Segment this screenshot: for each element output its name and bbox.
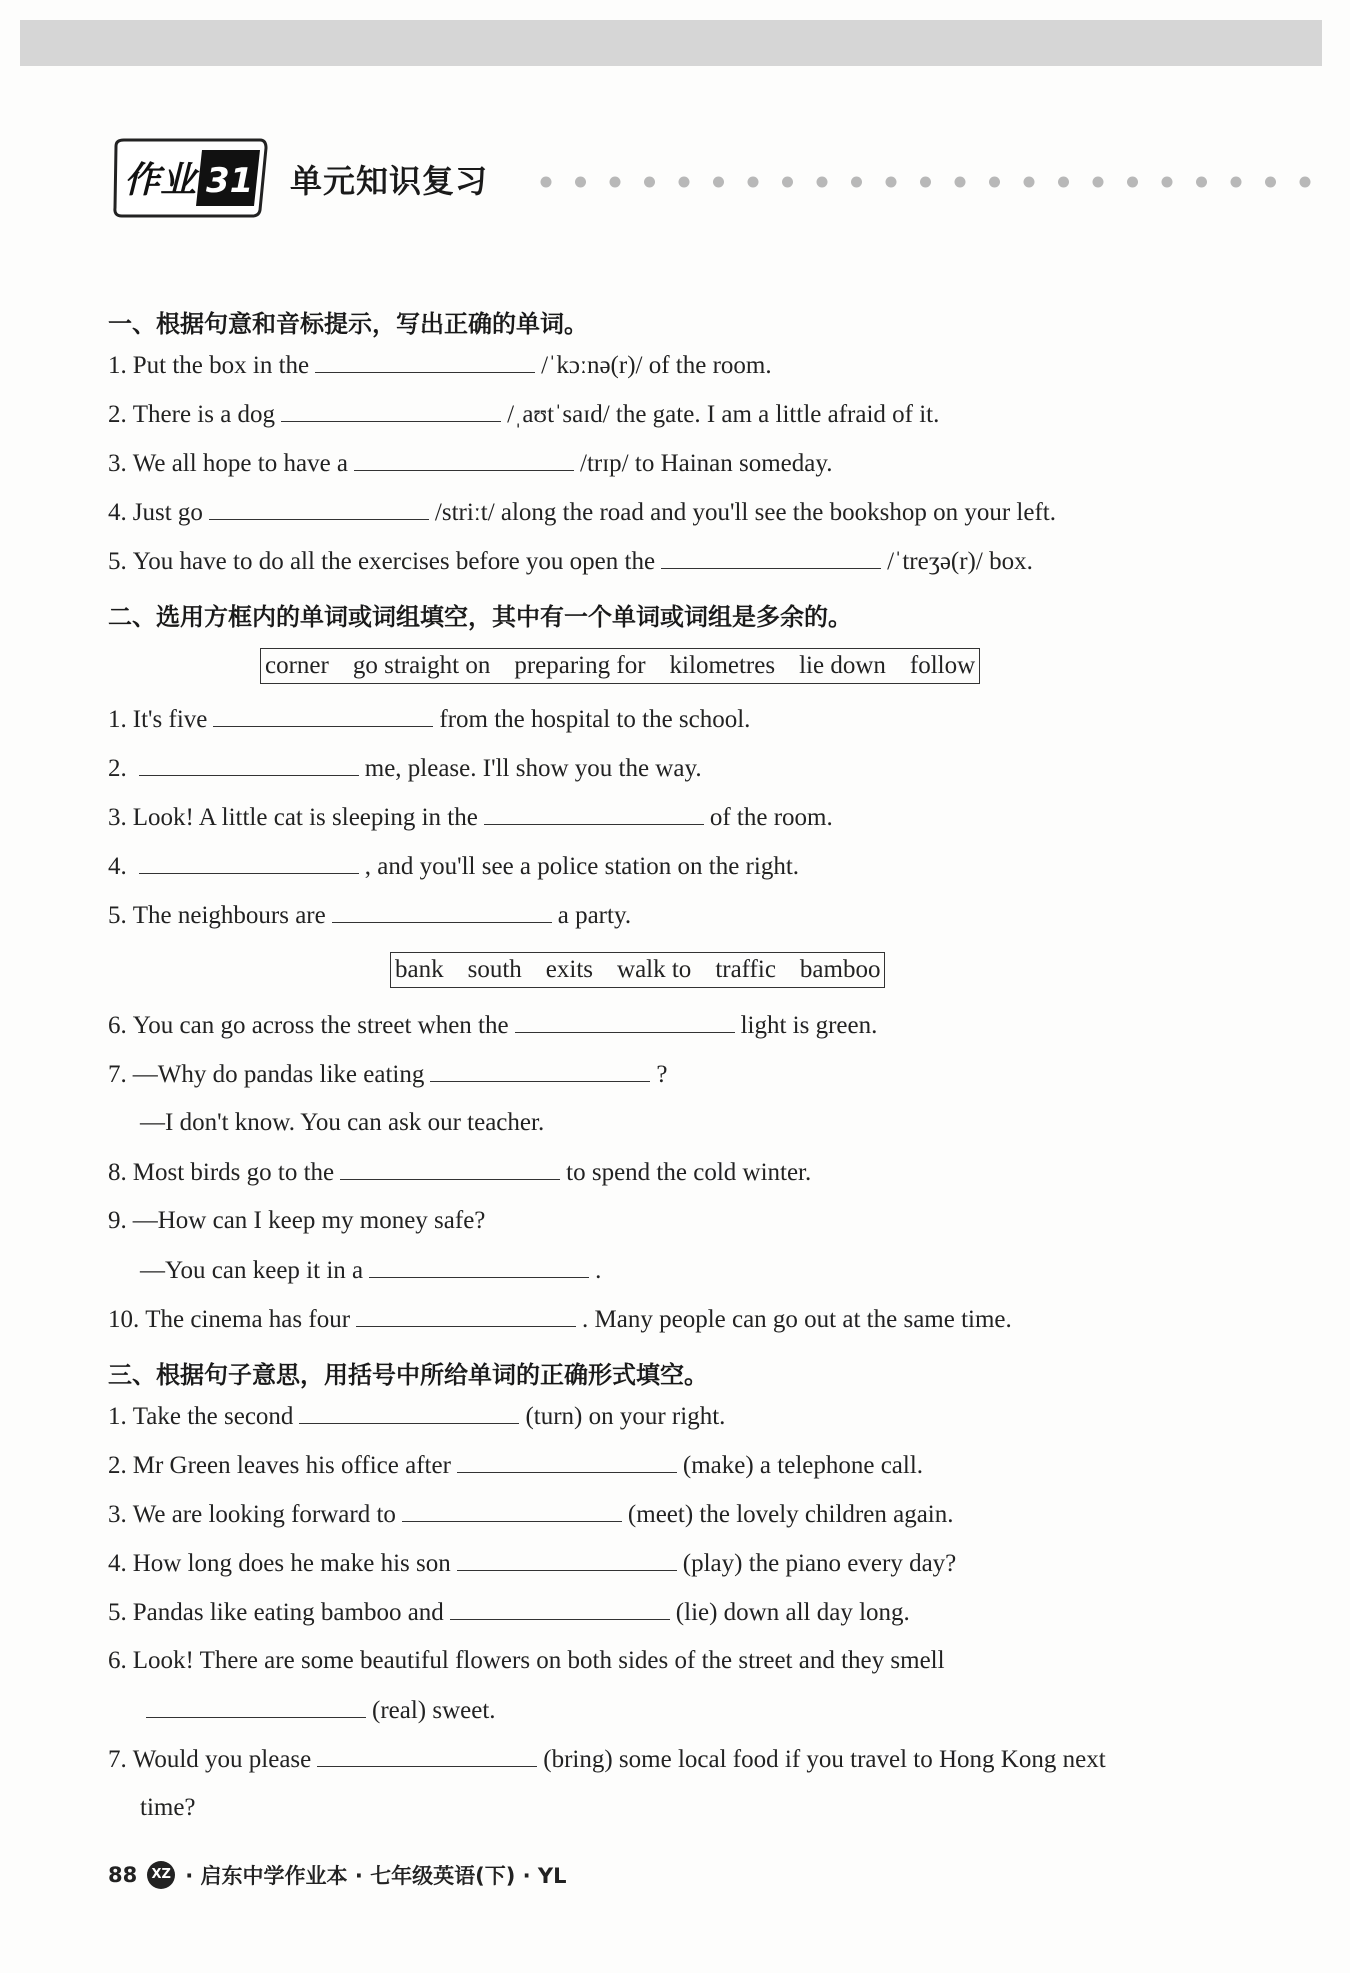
exercise-item bbox=[108, 1401, 725, 1432]
title-dot-rule bbox=[540, 176, 1330, 188]
exercise-item bbox=[108, 851, 799, 882]
item-number: 2. bbox=[108, 401, 127, 428]
rule-dot bbox=[1265, 177, 1276, 188]
top-gray-band bbox=[20, 20, 1322, 66]
item-text-before: Take the second bbox=[132, 1403, 294, 1430]
rule-dot bbox=[955, 177, 966, 188]
item-number: 1. bbox=[108, 1403, 127, 1430]
item-text-before: time? bbox=[140, 1794, 196, 1821]
rule-dot bbox=[1024, 177, 1035, 188]
rule-dot bbox=[713, 177, 724, 188]
word-bank-item: preparing for bbox=[514, 652, 646, 679]
rule-dot bbox=[644, 177, 655, 188]
item-text-before: The cinema has four bbox=[145, 1306, 351, 1333]
exercise-item bbox=[108, 802, 833, 833]
exercise-item bbox=[108, 350, 772, 381]
item-text-after: , and you'll see a police station on the right. bbox=[364, 853, 800, 880]
item-text-after: . bbox=[595, 1257, 602, 1284]
item-text-after: ? bbox=[656, 1061, 668, 1088]
item-text-before: —Why do pandas like eating bbox=[132, 1061, 425, 1088]
rule-dot bbox=[1300, 177, 1311, 188]
section-heading: 三、根据句子意思，用括号中所给单词的正确形式填空。 bbox=[108, 1361, 708, 1389]
exercise-item bbox=[108, 1059, 667, 1090]
rule-dot bbox=[1093, 177, 1104, 188]
item-number: 1. bbox=[108, 706, 127, 733]
word-bank-item: walk to bbox=[617, 956, 692, 983]
word-bank-item: kilometres bbox=[669, 652, 776, 679]
item-number: 6. bbox=[108, 1012, 127, 1039]
item-text-before: The neighbours are bbox=[132, 902, 326, 929]
answer-blank[interactable] bbox=[146, 1695, 366, 1718]
answer-blank[interactable] bbox=[139, 851, 359, 874]
item-text-after: (real) sweet. bbox=[372, 1697, 496, 1724]
item-number: 7. bbox=[108, 1746, 127, 1773]
word-bank-item: exits bbox=[545, 956, 594, 983]
item-text-after: (bring) some local food if you travel to Hong Kong next bbox=[543, 1746, 1106, 1773]
word-bank-item: bamboo bbox=[799, 956, 881, 983]
item-text-before: We all hope to have a bbox=[132, 450, 349, 477]
item-text-before: There is a dog bbox=[132, 401, 276, 428]
exercise-item bbox=[134, 1108, 544, 1138]
item-text-before: Put the box in the bbox=[132, 352, 310, 379]
item-number: 9. bbox=[108, 1207, 127, 1234]
item-text-before: —I don't know. You can ask our teacher. bbox=[140, 1109, 545, 1136]
page-number: 88 bbox=[108, 1863, 138, 1887]
answer-blank[interactable] bbox=[402, 1499, 622, 1522]
item-text-before: It's five bbox=[132, 706, 208, 733]
exercise-item bbox=[108, 900, 631, 931]
item-text-before: Mr Green leaves his office after bbox=[132, 1452, 451, 1479]
item-text-before: Just go bbox=[132, 499, 203, 526]
item-number: 1. bbox=[108, 352, 127, 379]
exercise-item bbox=[108, 1450, 923, 1481]
item-number: 8. bbox=[108, 1159, 127, 1186]
word-bank-box bbox=[390, 952, 885, 988]
section-heading: 一、根据句意和音标提示，写出正确的单词。 bbox=[108, 310, 588, 338]
item-text-after: me, please. I'll show you the way. bbox=[364, 755, 702, 782]
item-number: 4. bbox=[108, 1550, 127, 1577]
answer-blank[interactable] bbox=[661, 546, 881, 569]
answer-blank[interactable] bbox=[299, 1401, 519, 1424]
page-title: 单元知识复习 bbox=[290, 162, 489, 200]
item-number: 2. bbox=[108, 755, 127, 782]
item-text-after: /striːt/ along the road and you'll see the bookshop on your left. bbox=[434, 499, 1056, 526]
answer-blank[interactable] bbox=[515, 1010, 735, 1033]
exercise-item bbox=[108, 1499, 953, 1530]
exercise-item bbox=[108, 448, 833, 479]
item-text-before: How long does he make his son bbox=[132, 1550, 451, 1577]
item-text-after: (meet) the lovely children again. bbox=[627, 1501, 954, 1528]
word-bank-item: bank bbox=[395, 956, 444, 983]
rule-dot bbox=[575, 177, 586, 188]
section-heading: 二、选用方框内的单词或词组填空，其中有一个单词或词组是多余的。 bbox=[108, 603, 852, 631]
rule-dot bbox=[782, 177, 793, 188]
rule-dot bbox=[886, 177, 897, 188]
item-text-after: a party. bbox=[557, 902, 632, 929]
item-text-after: (play) the piano every day? bbox=[682, 1550, 957, 1577]
answer-blank[interactable] bbox=[450, 1597, 670, 1620]
item-text-before: Look! There are some beautiful flowers on both sides of the street and they smell bbox=[132, 1647, 945, 1674]
rule-dot bbox=[748, 177, 759, 188]
item-number: 6. bbox=[108, 1647, 127, 1674]
book-title: · 启东中学作业本 · 七年级英语(下) · YL bbox=[185, 1864, 567, 1888]
exercise-item bbox=[134, 1695, 496, 1726]
answer-blank[interactable] bbox=[281, 399, 501, 422]
item-number: 3. bbox=[108, 450, 127, 477]
answer-blank[interactable] bbox=[369, 1255, 589, 1278]
rule-dot bbox=[1127, 177, 1138, 188]
answer-blank[interactable] bbox=[356, 1304, 576, 1327]
item-text-before: —You can keep it in a bbox=[140, 1257, 364, 1284]
item-text-before: —How can I keep my money safe? bbox=[132, 1207, 486, 1234]
word-bank-item: follow bbox=[909, 652, 976, 679]
item-text-after: (make) a telephone call. bbox=[682, 1452, 924, 1479]
item-text-before: Would you please bbox=[132, 1746, 312, 1773]
item-number: 3. bbox=[108, 804, 127, 831]
item-number: 5. bbox=[108, 1599, 127, 1626]
answer-blank[interactable] bbox=[139, 753, 359, 776]
word-bank-item: south bbox=[467, 956, 522, 983]
exercise-item bbox=[134, 1793, 196, 1823]
rule-dot bbox=[1196, 177, 1207, 188]
item-number: 7. bbox=[108, 1061, 127, 1088]
exercise-item bbox=[108, 497, 1056, 528]
item-text-after: of the room. bbox=[709, 804, 833, 831]
item-text-after: (lie) down all day long. bbox=[675, 1599, 910, 1626]
exercise-item bbox=[108, 1206, 485, 1236]
word-bank-item: go straight on bbox=[352, 652, 491, 679]
item-text-before: Look! A little cat is sleeping in the bbox=[132, 804, 478, 831]
word-bank-box bbox=[260, 648, 980, 684]
answer-blank[interactable] bbox=[340, 1157, 560, 1180]
exercise-item bbox=[134, 1255, 601, 1286]
rule-dot bbox=[817, 177, 828, 188]
rule-dot bbox=[679, 177, 690, 188]
answer-blank[interactable] bbox=[457, 1548, 677, 1571]
rule-dot bbox=[851, 177, 862, 188]
exercise-item bbox=[108, 1744, 1106, 1775]
badge-number: 31 bbox=[206, 161, 254, 201]
item-text-after: from the hospital to the school. bbox=[439, 706, 751, 733]
rule-dot bbox=[1058, 177, 1069, 188]
word-bank-item: lie down bbox=[799, 652, 886, 679]
rule-dot bbox=[541, 177, 552, 188]
answer-blank[interactable] bbox=[317, 1744, 537, 1767]
item-text-before: You have to do all the exercises before you open the bbox=[132, 548, 656, 575]
answer-blank[interactable] bbox=[457, 1450, 677, 1473]
item-text-before: Most birds go to the bbox=[132, 1159, 335, 1186]
rule-dot bbox=[989, 177, 1000, 188]
exercise-item bbox=[108, 1010, 877, 1041]
exercise-item bbox=[108, 1548, 956, 1579]
item-number: 2. bbox=[108, 1452, 127, 1479]
assignment-badge bbox=[110, 136, 270, 220]
item-text-before: Pandas like eating bamboo and bbox=[132, 1599, 444, 1626]
answer-blank[interactable] bbox=[213, 704, 433, 727]
answer-blank[interactable] bbox=[484, 802, 704, 825]
exercise-item bbox=[108, 704, 750, 735]
rule-dot bbox=[1162, 177, 1173, 188]
exercise-item bbox=[108, 1597, 910, 1628]
item-number: 4. bbox=[108, 853, 127, 880]
answer-blank[interactable] bbox=[332, 900, 552, 923]
item-number: 5. bbox=[108, 548, 127, 575]
item-text-before: We are looking forward to bbox=[132, 1501, 396, 1528]
item-text-after: to spend the cold winter. bbox=[566, 1159, 812, 1186]
item-text-after: /ˌaʊtˈsaɪd/ the gate. I am a little afraid of it. bbox=[507, 401, 940, 428]
rule-dot bbox=[1231, 177, 1242, 188]
item-number: 3. bbox=[108, 1501, 127, 1528]
rule-dot bbox=[610, 177, 621, 188]
answer-blank[interactable] bbox=[430, 1059, 650, 1082]
page-footer bbox=[108, 1860, 567, 1890]
item-text-after: /trɪp/ to Hainan someday. bbox=[580, 450, 833, 477]
exercise-item bbox=[108, 546, 1033, 577]
item-number: 5. bbox=[108, 902, 127, 929]
exercise-item bbox=[108, 753, 702, 784]
answer-blank[interactable] bbox=[354, 448, 574, 471]
item-number: 4. bbox=[108, 499, 127, 526]
word-bank-item: traffic bbox=[715, 956, 776, 983]
answer-blank[interactable] bbox=[315, 350, 535, 373]
rule-dot bbox=[920, 177, 931, 188]
item-text-after: /ˈtreʒə(r)/ box. bbox=[887, 548, 1033, 575]
exercise-item bbox=[108, 1304, 1012, 1335]
word-bank-item: corner bbox=[265, 652, 329, 679]
badge-text: 作业 bbox=[124, 160, 197, 201]
publisher-logo: XZ bbox=[147, 1861, 175, 1889]
exercise-item bbox=[108, 1157, 811, 1188]
item-text-after: (turn) on your right. bbox=[525, 1403, 726, 1430]
exercise-item bbox=[108, 399, 939, 430]
item-text-before: You can go across the street when the bbox=[132, 1012, 509, 1039]
item-number: 10. bbox=[108, 1306, 140, 1333]
answer-blank[interactable] bbox=[209, 497, 429, 520]
item-text-after: light is green. bbox=[740, 1012, 878, 1039]
item-text-after: /ˈkɔːnə(r)/ of the room. bbox=[541, 352, 772, 379]
exercise-item bbox=[108, 1646, 945, 1676]
item-text-after: . Many people can go out at the same time. bbox=[582, 1306, 1012, 1333]
